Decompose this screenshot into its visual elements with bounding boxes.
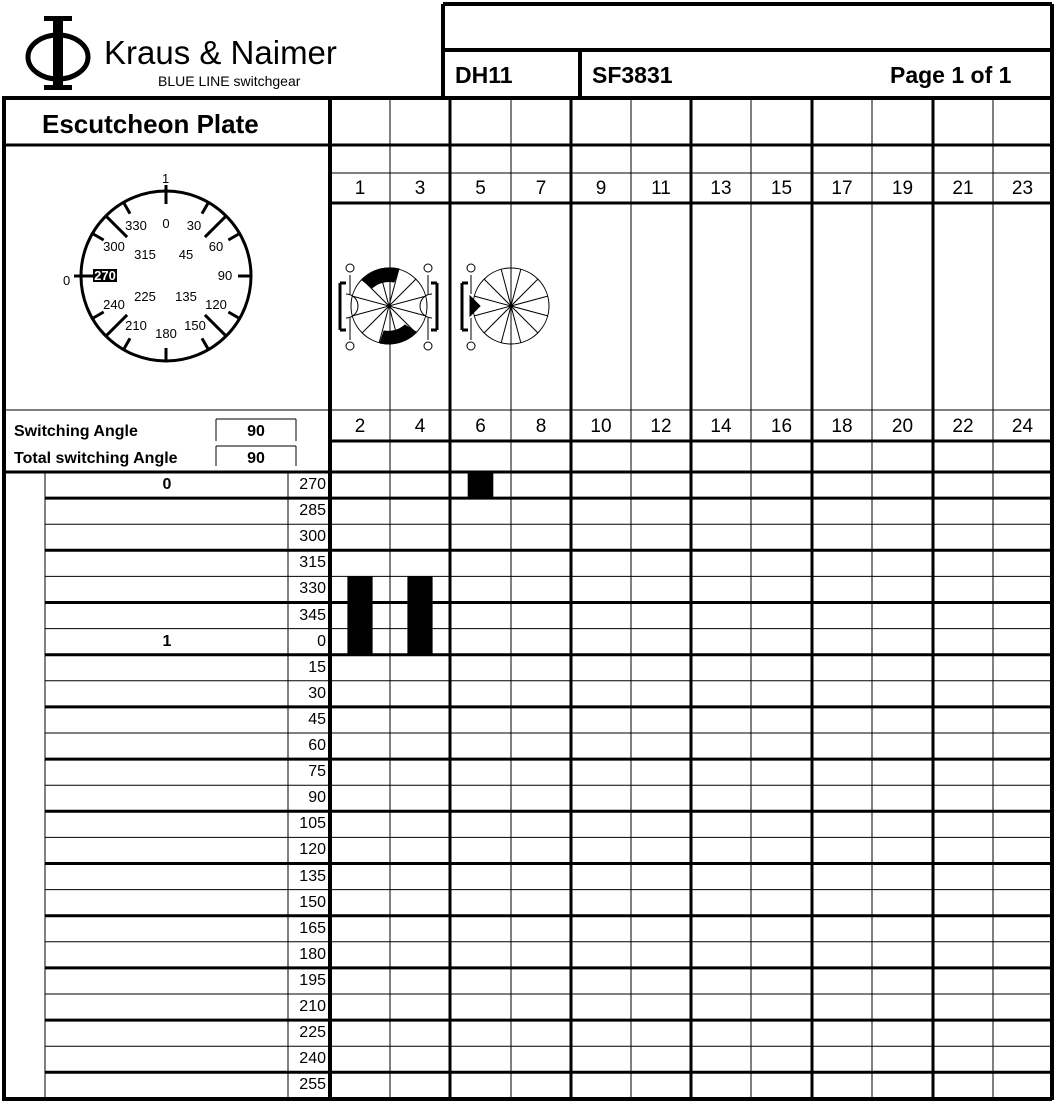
terminal-label-4: 4 (414, 416, 426, 437)
dial-angle-label: 135 (175, 289, 197, 304)
total-angle-label: Total switching Angle (14, 450, 178, 467)
terminal-label-14: 14 (710, 416, 732, 437)
row-angle: 30 (308, 684, 326, 702)
row-angle: 135 (299, 867, 326, 885)
row-angle: 210 (299, 998, 326, 1015)
terminal-label-23: 23 (1011, 178, 1034, 199)
dial-angle-label: 30 (186, 218, 202, 233)
row-angle: 315 (299, 554, 326, 572)
dial-angle-label: 150 (184, 318, 206, 333)
terminal-label-5: 5 (475, 178, 486, 199)
dial-label-top: 1 (162, 171, 170, 186)
row-angle: 165 (299, 919, 326, 937)
row-angle: 105 (299, 815, 326, 833)
terminal-label-13: 13 (710, 178, 732, 199)
terminal-label-21: 21 (952, 178, 974, 199)
terminal-label-12: 12 (650, 416, 672, 437)
switching-angle-value: 90 (247, 423, 265, 440)
terminal-label-1: 1 (354, 178, 366, 199)
terminal-label-8: 8 (535, 416, 547, 437)
dial-angle-label: 240 (103, 297, 125, 312)
brand-tagline: BLUE LINE switchgear (158, 73, 301, 89)
row-angle: 195 (299, 971, 326, 989)
row-angle: 345 (299, 606, 326, 624)
terminal-label-2: 2 (354, 416, 366, 437)
terminal-label-20: 20 (891, 416, 914, 437)
row-angle: 330 (299, 580, 326, 598)
switching-angle-label: Switching Angle (14, 423, 138, 440)
row-angle: 120 (299, 841, 326, 859)
row-angle: 270 (299, 476, 326, 493)
terminal-label-17: 17 (831, 178, 853, 199)
terminal-label-11: 11 (651, 178, 671, 199)
row-angle: 90 (308, 789, 326, 807)
dial-angle-label: 90 (217, 268, 233, 283)
terminal-label-24: 24 (1011, 416, 1034, 437)
terminal-label-15: 15 (770, 178, 793, 199)
dial-label-left: 0 (63, 273, 71, 288)
terminal-label-9: 9 (595, 178, 607, 199)
brand-name: Kraus & Naimer (104, 34, 337, 71)
row-angle: 285 (299, 502, 326, 520)
model-code: DH11 (455, 62, 513, 88)
row-angle: 60 (308, 737, 326, 754)
page-indicator: Page 1 of 1 (890, 62, 1012, 88)
dial-angle-label: 180 (155, 326, 177, 341)
terminal-label-16: 16 (770, 416, 793, 437)
row-position: 1 (162, 632, 172, 650)
total-angle-value: 90 (247, 450, 265, 467)
row-angle: 45 (308, 710, 326, 728)
dial-angle-label: 300 (103, 239, 125, 254)
dial-angle-label: 315 (134, 247, 156, 262)
terminal-label-18: 18 (831, 416, 853, 437)
dial-angle-label: 225 (134, 289, 156, 304)
terminal-label-22: 22 (952, 416, 974, 437)
row-angle: 225 (299, 1024, 326, 1042)
row-angle: 180 (299, 945, 326, 963)
terminal-label-3: 3 (414, 178, 426, 199)
row-angle: 150 (299, 893, 326, 911)
row-angle: 255 (299, 1076, 326, 1094)
terminal-label-19: 19 (891, 178, 914, 199)
dial-angle-label: 120 (205, 297, 227, 312)
row-angle: 240 (299, 1050, 326, 1068)
row-angle: 75 (308, 763, 326, 781)
section-title: Escutcheon Plate (42, 109, 259, 139)
terminal-label-10: 10 (590, 416, 612, 437)
terminal-label-6: 6 (475, 416, 486, 437)
part-code: SF3831 (592, 62, 673, 88)
dial-angle-label: 210 (125, 318, 147, 333)
dial-angle-label: 60 (208, 239, 224, 254)
dial-angle-label: 330 (125, 218, 147, 233)
row-angle: 0 (317, 632, 326, 650)
row-angle: 15 (308, 658, 326, 676)
terminal-label-7: 7 (535, 178, 547, 199)
dial-angle-label: 45 (178, 247, 194, 262)
dial-angle-label: 0 (162, 216, 170, 231)
dial-angle-label: 270 (94, 268, 116, 283)
row-position: 0 (162, 476, 172, 493)
row-angle: 300 (299, 528, 326, 546)
